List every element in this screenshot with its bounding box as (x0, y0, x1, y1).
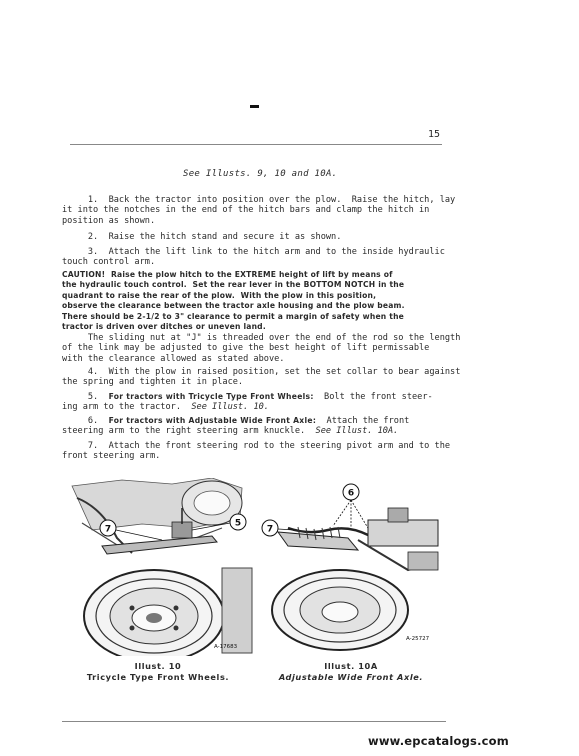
sliding-nut-paragraph: The sliding nut at "J" is threaded over the end of the rod so the length of the link may be adjusted to give the best height of lift permissable with the clearance allowed as stated above. (62, 333, 461, 364)
figure-code-left: A-17683 (214, 644, 238, 650)
step-6-text: Attach the front steering arm to the right steering arm knuckle. (62, 416, 410, 437)
step-6-see: See Illust. 10A. (315, 426, 399, 437)
step-2: 2. Raise the hitch stand and secure it as shown. (62, 232, 342, 242)
step-5-number: 5. (62, 392, 109, 402)
figure-code-right: A-25727 (406, 636, 430, 642)
caption-illust-10a (256, 661, 446, 683)
step-1: 1. Back the tractor into position over the plow. Raise the hitch, lay it into the notches in the end of the hitch bars and clamp the hitch in position as shown. (62, 195, 456, 226)
step-5-see: See Illust. 10. (191, 402, 269, 413)
footer-rule (62, 721, 446, 722)
caption-10a-title: Illust. 10A (324, 661, 378, 671)
caption-10a-text: Adjustable Wide Front Axle. (278, 672, 424, 682)
step-4: 4. With the plow in raised position, set the set collar to bear against the spring and tighten it in place. (62, 367, 461, 388)
caution-paragraph: CAUTION! Raise the plow hitch to the EXTREME height of lift by means of the hydraulic touch control. Set the rear lever in the BOTTOM NOTCH in the quadrant to raise the rear of the plow. With the plow in this position, observe the clearance between the tractor axle housing and the plow beam. There should be 2-1/2 to 3" clearance to permit a margin of safety when the tractor is driven over ditches or uneven land. (62, 270, 405, 332)
step-5-text: Bolt the front steer- ing arm to the tractor. (62, 392, 433, 413)
caption-10-title: Illust. 10 (134, 661, 182, 671)
callout-6: 6 (347, 488, 355, 499)
callout-5: 5 (234, 518, 242, 529)
step-5 (62, 392, 444, 413)
caption-illust-10 (60, 661, 256, 683)
step-6-number: 6. (62, 416, 109, 426)
step-3: 3. Attach the lift link to the hitch arm and to the inside hydraulic touch control arm. (62, 247, 445, 268)
header-rule (70, 144, 442, 145)
page-number: 15 (428, 129, 441, 140)
step-6 (62, 416, 444, 437)
callout-7-right: 7 (266, 524, 274, 535)
illustration-10a-wide-front-axle (258, 480, 444, 652)
callout-7-left: 7 (104, 524, 112, 535)
step-5-heading: For tractors with Tricycle Type Front Wheels: (108, 392, 314, 401)
see-illustrations-line: See Illusts. 9, 10 and 10A. (183, 169, 338, 179)
step-6-heading: For tractors with Adjustable Wide Front Axle: (108, 416, 317, 425)
caption-10-text: Tricycle Type Front Wheels. (86, 672, 230, 682)
header-mark (250, 105, 259, 108)
illustration-10-tricycle-wheels (62, 478, 254, 656)
step-7: 7. Attach the front steering rod to the steering pivot arm and to the front steering arm. (62, 441, 451, 462)
watermark-text: www.epcatalogs.com (368, 734, 509, 748)
